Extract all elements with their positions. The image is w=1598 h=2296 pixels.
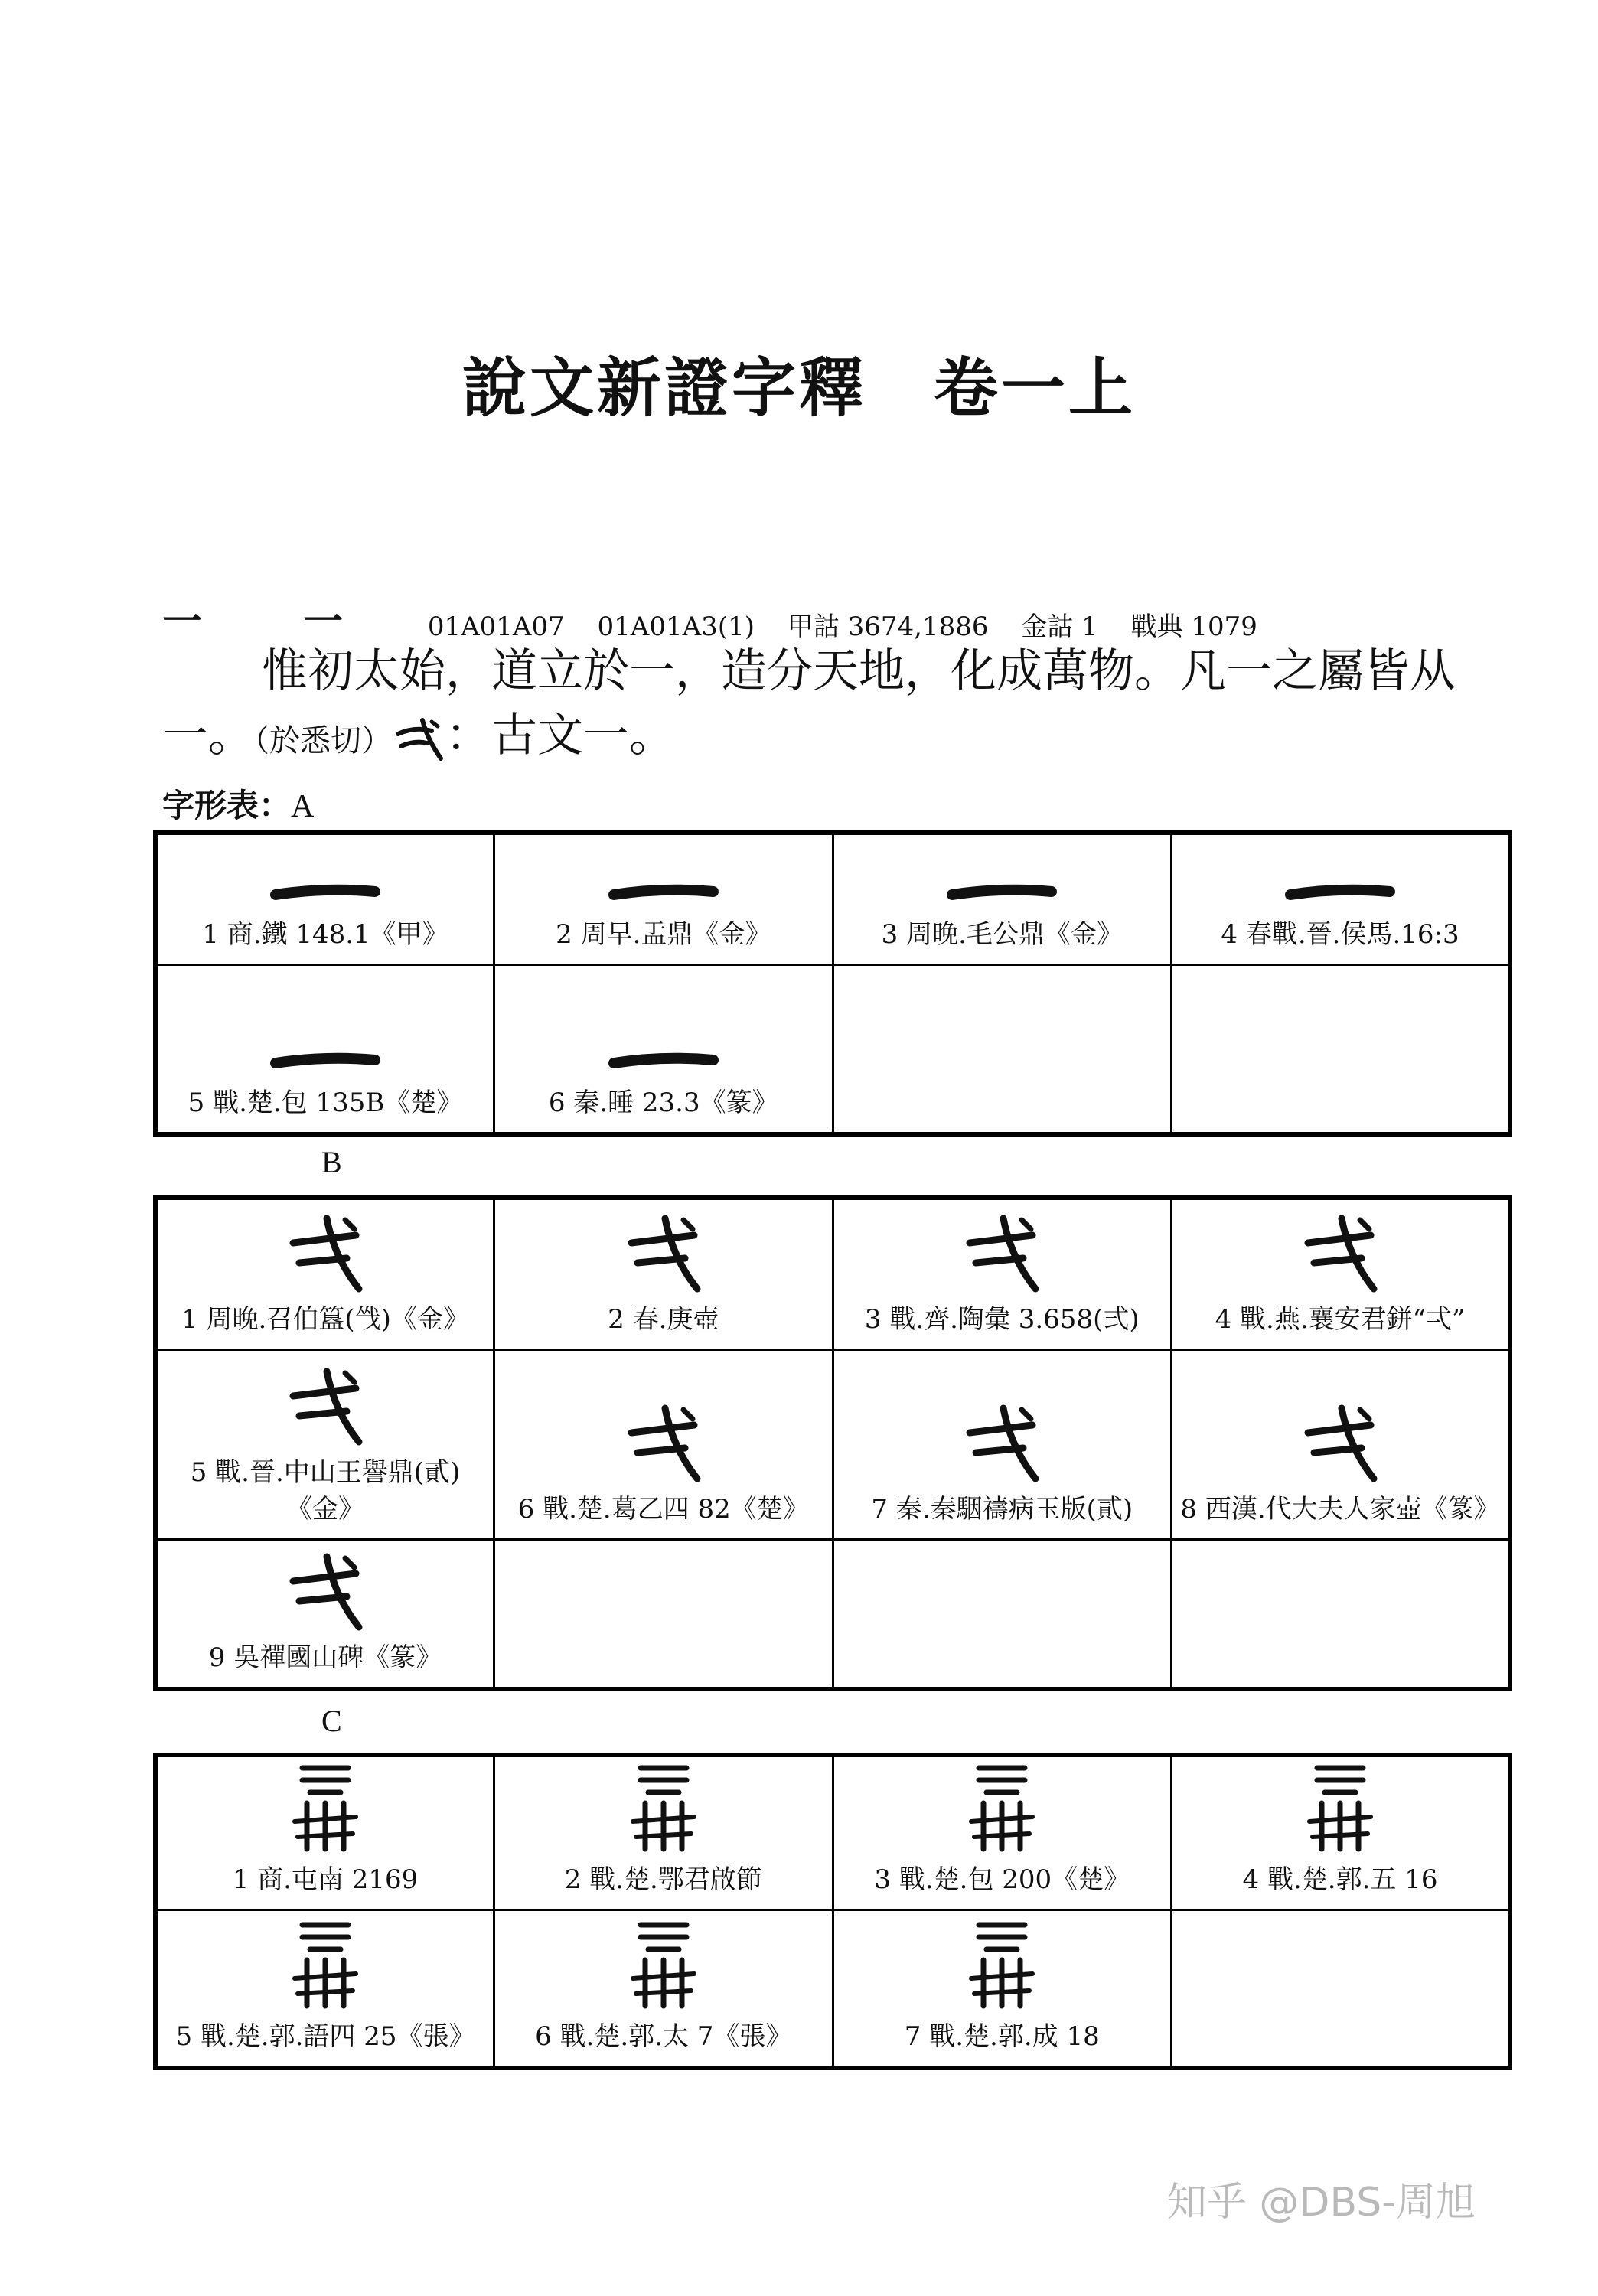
entry-code: 戰典 1079 <box>1130 612 1257 642</box>
yi-glyph-icon <box>268 873 383 912</box>
ancient-glyph-icon <box>279 1212 371 1296</box>
glyph-caption: 8 西漢.代大夫人家壺《篆》 <box>1180 1493 1500 1525</box>
table-caption-label: 字形表： <box>162 787 292 824</box>
yi-glyph-icon <box>1283 873 1397 912</box>
definition-tail: ：古文一。 <box>445 709 675 762</box>
glyph-caption: 7 戰.楚.郭.成 18 <box>904 2020 1100 2052</box>
ancient-glyph-icon <box>279 1914 371 2014</box>
ancient-glyph-icon <box>956 1212 1048 1296</box>
glyph-caption: 6 秦.睡 23.3《篆》 <box>548 1088 778 1118</box>
glyph-caption: 6 戰.楚.葛乙四 82《楚》 <box>517 1493 809 1525</box>
entry-code: 金詁 1 <box>1021 612 1098 642</box>
glyph-caption: 5 戰.楚.郭.語四 25《張》 <box>175 2020 475 2052</box>
glyph-table-row <box>155 1539 1510 1689</box>
glyph-cell <box>494 833 833 964</box>
glyph-table-b <box>153 1195 1512 1691</box>
glyph-cell <box>494 1910 833 2068</box>
glyph-caption: 2 春.庚壺 <box>608 1303 719 1335</box>
glyph-caption: 1 周晚.召伯簋(㦰)《金》 <box>181 1303 469 1335</box>
ancient-glyph-icon <box>279 1365 371 1450</box>
yi-glyph-icon <box>606 873 721 912</box>
glyph-cell <box>833 1755 1172 1910</box>
glyph-table-row <box>155 1910 1510 2068</box>
glyph-caption: 1 商.屯南 2169 <box>232 1864 419 1895</box>
ancient-glyph-icon <box>618 1212 709 1296</box>
ancient-glyph-icon <box>618 1914 709 2014</box>
glyph-cell <box>1172 1910 1511 2068</box>
ancient-glyph-icon <box>618 1402 709 1486</box>
glyph-caption: 1 商.鐵 148.1《甲》 <box>202 918 448 950</box>
section-letter-c: C <box>321 1704 342 1738</box>
glyph-cell <box>155 1539 494 1689</box>
glyph-cell <box>1172 1539 1511 1689</box>
glyph-caption: 9 吳禪國山碑《篆》 <box>208 1642 442 1673</box>
glyph-caption: 5 戰.楚.包 135B《楚》 <box>188 1088 463 1118</box>
glyph-cell <box>494 1539 833 1689</box>
glyph-caption: 3 周晚.毛公鼎《金》 <box>881 918 1123 950</box>
glyph-cell <box>1172 1198 1511 1349</box>
pronunciation: （於悉切） <box>254 723 392 758</box>
definition <box>162 639 1509 773</box>
ancient-glyph-icon <box>279 1551 371 1635</box>
glyph-cell <box>1172 1755 1511 1910</box>
yi-glyph-icon <box>944 873 1059 912</box>
glyph-cell <box>1172 833 1511 964</box>
head-character: 一 一 <box>162 598 374 645</box>
glyph-table-a <box>153 830 1512 1137</box>
glyph-cell <box>155 833 494 964</box>
glyph-cell <box>833 833 1172 964</box>
ancient-glyph-icon <box>1294 1757 1386 1857</box>
glyph-caption: 7 秦.秦駰禱病玉版(貳) <box>871 1493 1133 1525</box>
glyph-table-c <box>153 1753 1512 2070</box>
page-title: 說文新證字釋 卷一上 <box>461 350 1136 426</box>
glyph-cell <box>1172 1349 1511 1539</box>
glyph-table-row <box>155 1349 1510 1539</box>
glyph-cell <box>494 964 833 1134</box>
ancient-glyph-icon <box>956 1402 1048 1486</box>
glyph-caption: 3 戰.齊.陶彙 3.658(弍) <box>864 1303 1140 1335</box>
section-letter-a: A <box>291 789 315 824</box>
section-letter-b: B <box>321 1145 342 1179</box>
glyph-caption: 4 春戰.晉.侯馬.16:3 <box>1221 918 1459 950</box>
glyph-caption: 3 戰.楚.包 200《楚》 <box>874 1864 1130 1895</box>
glyph-caption: 5 戰.晉.中山王譽鼎(貳)《金》 <box>190 1456 461 1525</box>
glyph-cell <box>155 1349 494 1539</box>
entry-code: 甲詁 3674,1886 <box>787 612 989 642</box>
ancient-glyph-icon <box>279 1757 371 1857</box>
glyph-caption: 6 戰.楚.郭.太 7《張》 <box>535 2020 792 2052</box>
glyph-cell <box>155 964 494 1134</box>
glyph-cell <box>833 1910 1172 2068</box>
glyph-cell <box>833 964 1172 1134</box>
yi-glyph-icon <box>268 1042 383 1080</box>
table-caption <box>162 781 314 827</box>
definition-main: 惟初太始，道立於一，造分天地，化成萬物。凡一之屬皆从一。 <box>162 644 1456 762</box>
glyph-caption: 2 周早.盂鼎《金》 <box>556 918 771 950</box>
ancient-glyph-icon <box>618 1757 709 1857</box>
watermark: 知乎 @DBS-周旭 <box>1166 2180 1476 2226</box>
glyph-table-row <box>155 833 1510 964</box>
glyph-table-row <box>155 1755 1510 1910</box>
glyph-table-row <box>155 964 1510 1134</box>
glyph-cell <box>155 1198 494 1349</box>
glyph-caption: 2 戰.楚.鄂君啟節 <box>564 1864 762 1895</box>
ancient-glyph-icon <box>956 1757 1048 1857</box>
ancient-glyph-icon <box>1294 1402 1386 1486</box>
entry-code: 01A01A3(1) <box>597 612 755 642</box>
ancient-glyph-icon <box>1294 1212 1386 1296</box>
yi-glyph-icon <box>606 1042 721 1080</box>
glyph-cell <box>494 1349 833 1539</box>
glyph-caption: 4 戰.楚.郭.五 16 <box>1242 1864 1438 1895</box>
glyph-cell <box>155 1910 494 2068</box>
ancient-glyph-icon <box>956 1914 1048 2014</box>
entry-code: 01A01A07 <box>427 612 565 642</box>
glyph-cell <box>833 1198 1172 1349</box>
glyph-cell <box>833 1349 1172 1539</box>
ancient-form-icon <box>392 716 445 762</box>
glyph-cell <box>1172 964 1511 1134</box>
glyph-caption: 4 戰.燕.襄安君鉼“弌” <box>1215 1303 1466 1335</box>
glyph-cell <box>833 1539 1172 1689</box>
glyph-cell <box>494 1755 833 1910</box>
glyph-cell <box>494 1198 833 1349</box>
entry-header <box>162 589 1282 647</box>
glyph-table-row <box>155 1198 1510 1349</box>
glyph-cell <box>155 1755 494 1910</box>
